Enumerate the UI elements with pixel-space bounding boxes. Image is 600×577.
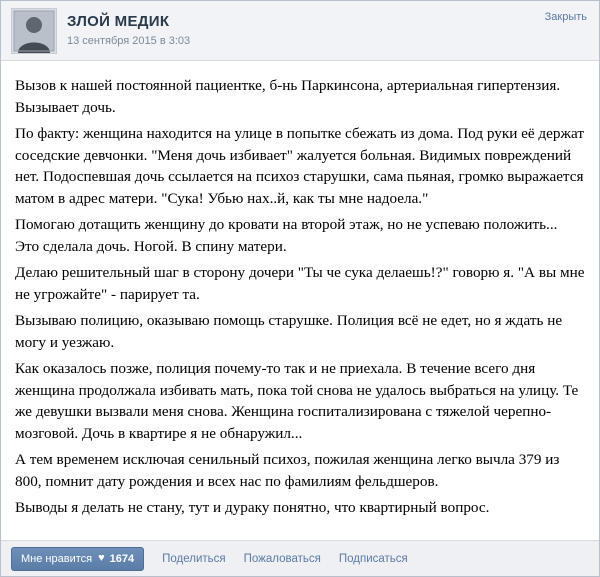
- person-photo-avatar-icon: [12, 9, 56, 53]
- post-paragraph: Помогаю дотащить женщину до кровати на второй этаж, но не успеваю положить... Это сделала дочь. Ногой. В спину матери.: [15, 216, 558, 255]
- like-label: Мне нравится: [21, 552, 93, 565]
- post-paragraph: А тем временем исключая сенильный психоз, пожилая женщина легко вычла 379 из 800, помнит дату рождения и всех нас по фамилиям фельдшеров.: [15, 451, 560, 490]
- post-paragraph: Делаю решительный шаг в сторону дочери "Ты че сука делаешь!?" говорю я. "А вы мне не угрожайте" - парирует та.: [15, 264, 585, 303]
- post-header: [1, 1, 599, 61]
- close-button[interactable]: Закрыть: [544, 11, 587, 23]
- post-body: [1, 61, 599, 540]
- post-paragraph: По факту: женщина находится на улице в попытке сбежать из дома. Под руки её держат соседские девчонки. "Меня дочь избивает" жалуется больная. Видимых повреждений нет. Подоспевшая дочь ссылается на психоз старушки, сама пьяная, громко выражается матом в адрес матери. "Сука! Убью нах..й, как ты мне надоела.": [15, 125, 584, 207]
- post-paragraph: Выводы я делать не стану, тут и дураку понятно, что квартирный вопрос.: [15, 499, 490, 516]
- post-date[interactable]: 13 сентября 2015 в 3:03: [67, 34, 191, 47]
- post-paragraph: Вызов к нашей постоянной пациентке, б-нь Паркинсона, артериальная гипертензия. Вызывает дочь.: [15, 77, 561, 116]
- report-button[interactable]: Пожаловаться: [243, 552, 321, 565]
- share-button[interactable]: Поделиться: [162, 552, 226, 565]
- heart-icon: ♥: [98, 552, 105, 564]
- group-name[interactable]: ЗЛОЙ МЕДИК: [67, 12, 170, 30]
- post-paragraph: Как оказалось позже, полиция почему-то так и не приехала. В течение всего дня женщина продолжала избивать мать, пока той снова не удалось выбраться на улицу. Те же девушки вызвали меня снова. Женщина госпитализирована с тяжелой черепно-мозговой. Дочь в квартире я не обнаружил...: [15, 360, 579, 442]
- header-titles: [67, 13, 190, 49]
- avatar[interactable]: [11, 8, 57, 54]
- post-paragraph: Вызываю полицию, оказываю помощь старушке. Полиция всё не едет, но я ждать не могу и уезжаю.: [15, 312, 563, 351]
- post-footer: [1, 540, 599, 576]
- like-button[interactable]: [11, 547, 144, 571]
- like-count: 1674: [109, 552, 135, 565]
- subscribe-button[interactable]: Подписаться: [338, 552, 408, 565]
